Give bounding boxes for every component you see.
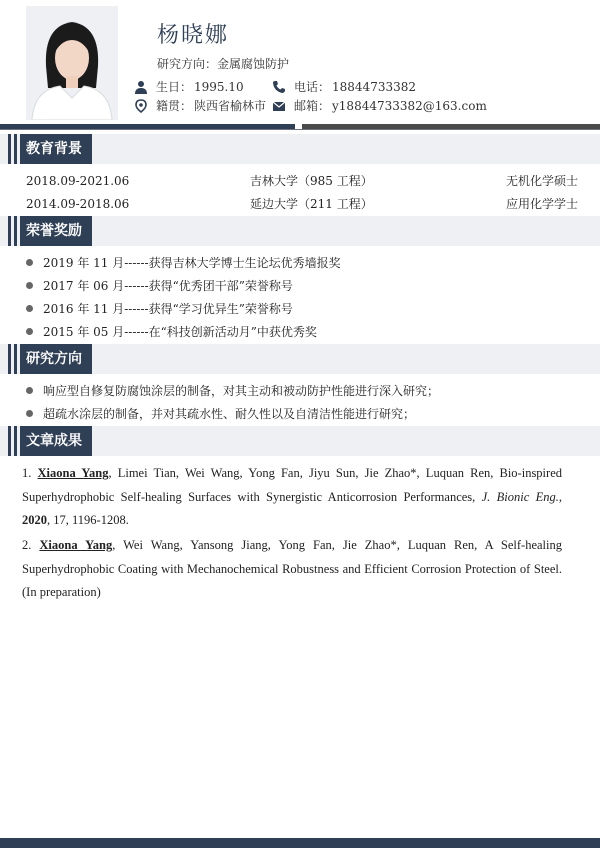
birth-value: 1995.10	[194, 79, 244, 94]
publication-number: 2.	[22, 538, 32, 552]
section-header-education	[0, 134, 600, 164]
location-pin-icon	[134, 99, 148, 113]
research-item	[26, 382, 439, 399]
section-accent	[8, 426, 11, 456]
honor-text: 2016 年 11 月------获得“学习优异生”荣誉称号	[43, 302, 293, 316]
phone-info	[272, 78, 416, 95]
research-text: 响应型自修复防腐蚀涂层的制备，对其主动和被动防护性能进行深入研究；	[43, 384, 440, 398]
honor-item	[26, 277, 293, 294]
bullet-icon	[26, 387, 33, 394]
birth-info	[134, 78, 244, 95]
section-accent	[8, 134, 11, 164]
publication-separator: ,	[558, 489, 562, 504]
research-text: 超疏水涂层的制备，并对其疏水性、耐久性以及自清洁性能进行研究；	[43, 407, 416, 421]
education-row	[0, 172, 600, 190]
section-header-papers	[0, 426, 600, 456]
person-icon	[134, 80, 148, 94]
native-info	[134, 97, 266, 114]
direction-value: 金属腐蚀防护	[217, 57, 290, 71]
publication-author-highlight: Xiaona Yang	[39, 538, 113, 552]
email-label: 邮箱：	[294, 99, 331, 113]
honor-text: 2017 年 06 月------获得“优秀团干部”荣誉称号	[43, 279, 293, 293]
phone-value: 18844733382	[332, 79, 416, 94]
section-accent	[14, 344, 17, 374]
education-major: 应用化学学士	[505, 197, 578, 211]
publication-journal: J. Bionic Eng.	[481, 489, 559, 504]
section-accent	[8, 344, 11, 374]
education-row	[0, 195, 600, 213]
section-accent	[14, 134, 17, 164]
birth-label: 生日：	[156, 80, 193, 94]
email-info	[272, 97, 487, 114]
section-title: 研究方向	[20, 344, 92, 374]
native-label: 籍贯：	[156, 99, 193, 113]
bullet-icon	[26, 282, 33, 289]
education-major: 无机化学硕士	[505, 174, 578, 188]
phone-label: 电话：	[294, 80, 331, 94]
education-date: 2014.09-2018.06	[26, 197, 130, 211]
header-divider-line	[0, 129, 600, 130]
email-value[interactable]: y18844733382@163.com	[332, 98, 487, 113]
section-accent	[8, 216, 11, 246]
bullet-icon	[26, 328, 33, 335]
portrait-icon	[26, 6, 118, 120]
publication-number: 1.	[22, 466, 32, 480]
mail-icon	[272, 99, 286, 113]
section-title: 荣誉奖励	[20, 216, 92, 246]
publication-details: , Limei Tian, Wei Wang, Yong Fan, Jiyu Sun, Jie Zhao*, Luquan Ren, Bio-inspired Superhydrophobic Self-healing Surfaces with Synergistic Anticorrosion Performances,	[22, 466, 562, 504]
education-school: 吉林大学（985 工程）	[250, 174, 373, 188]
publication-details: , Wei Wang, Yansong Jiang, Yong Fan, Jie Zhao*, Luquan Ren, A Self-healing Superhydrophobic Coating with Mechanochemical Robustness and Efficient Corrosion Protection of Steel. (In preparation)	[22, 538, 563, 599]
bullet-icon	[26, 259, 33, 266]
section-accent	[14, 426, 17, 456]
education-school: 延边大学（211 工程）	[250, 197, 373, 211]
publication-item	[22, 534, 562, 605]
publication-pages: , 17, 1196-1208.	[47, 513, 129, 527]
research-direction	[157, 55, 289, 72]
section-title: 教育背景	[20, 134, 92, 164]
honor-item	[26, 254, 341, 271]
candidate-name: 杨晓娜	[157, 23, 230, 48]
direction-label: 研究方向：	[157, 57, 218, 71]
honor-text: 2015 年 05 月------在“科技创新活动月”中获优秀奖	[43, 325, 317, 339]
section-accent	[14, 216, 17, 246]
bullet-icon	[26, 305, 33, 312]
publication-year: 2020	[22, 513, 47, 527]
research-item	[26, 405, 415, 422]
phone-icon	[272, 80, 286, 94]
section-header-research	[0, 344, 600, 374]
honor-text: 2019 年 11 月------获得吉林大学博士生论坛优秀墙报奖	[43, 256, 341, 270]
footer-bar	[0, 838, 600, 848]
section-header-honors	[0, 216, 600, 246]
native-value: 陕西省榆林市	[194, 99, 267, 113]
education-date: 2018.09-2021.06	[26, 174, 130, 188]
section-title: 文章成果	[20, 426, 92, 456]
honor-item	[26, 323, 317, 340]
honor-item	[26, 300, 293, 317]
bullet-icon	[26, 410, 33, 417]
publication-author-highlight: Xiaona Yang	[37, 466, 109, 480]
publication-item	[22, 462, 562, 533]
profile-photo	[26, 6, 118, 120]
